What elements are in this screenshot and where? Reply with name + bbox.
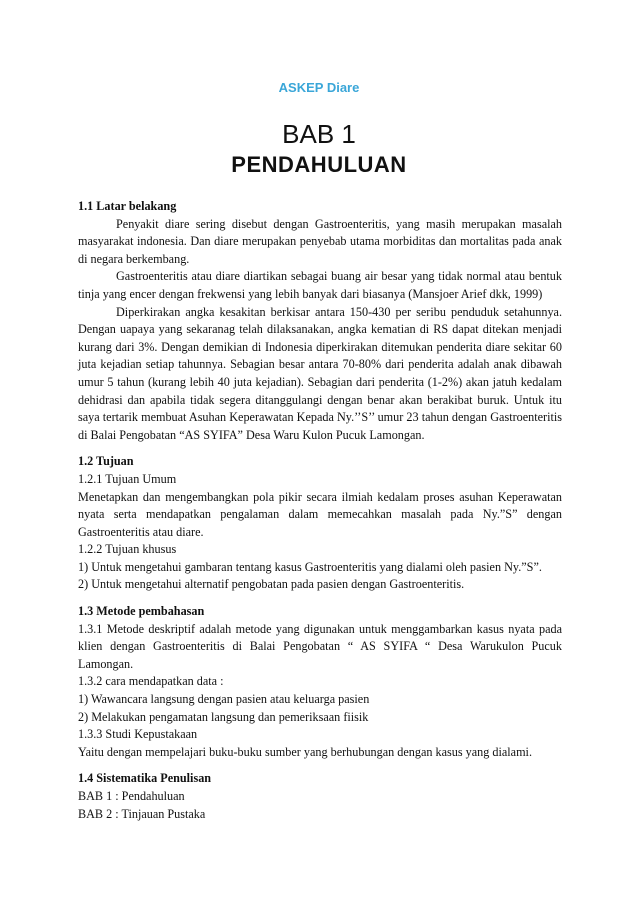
list-item: 2) Melakukan pengamatan langsung dan pemeriksaan fiisik: [78, 709, 369, 724]
chapter-heading: [0, 118, 638, 180]
list-item: 1) Untuk mengetahui gambaran tentang kasus Gastroenteritis yang dialami oleh pasien Ny.”S”.: [78, 559, 542, 574]
section-heading-tujuan: 1.2 Tujuan: [78, 454, 134, 469]
paragraph: 1.3.1 Metode deskriptif adalah metode yang digunakan untuk menggambarkan kasus nyata pada klien dengan Gastroenteritis di Balai Pengobatan “ AS SYIFA “ Desa Warukulon Pucuk Lamongan.: [78, 621, 562, 671]
paragraph: Gastroenteritis atau diare diartikan sebagai buang air besar yang tidak normal atau bentuk tinja yang encer dengan frekwensi yang lebih banyak dari biasanya (Mansjoer Arief dkk, 1999): [78, 269, 562, 301]
subsection-heading: 1.2.1 Tujuan Umum: [78, 471, 177, 486]
chapter-number: BAB 1: [282, 119, 356, 149]
section-heading-sistematika-penulisan: 1.4 Sistematika Penulisan: [78, 771, 212, 786]
section-heading-latar-belakang: 1.1 Latar belakang: [78, 199, 177, 213]
paragraph: Penyakit diare sering disebut dengan Gastroenteritis, yang masih merupakan masalah masyarakat indonesia. Dan diare merupakan penyebab utama morbiditas dan mortalitas pada anak di negara berkembang.: [78, 216, 562, 266]
list-item: BAB 2 : Tinjauan Pustaka: [78, 806, 206, 821]
paragraph: Yaitu dengan mempelajari buku-buku sumber yang berhubungan dengan kasus yang dialami.: [78, 744, 532, 759]
list-item: 2) Untuk mengetahui alternatif pengobatan pada pasien dengan Gastroenteritis.: [78, 577, 465, 592]
paragraph: Diperkirakan angka kesakitan berkisar antara 150-430 per seribu penduduk setahunnya. Dengan uapaya yang sekaranag telah dilaksanakan, angka kematian di RS dapat ditekan menjadi kurang dari 3%. Dengan demikian di Indonesia diperkirakan ditemukan penderita diare sekitar 60 juta kejadian setiap tahunnya. Sebagian besar antara 70-80% dari penderita adalah anak dibawah umur 5 tahun (kurang lebih 40 juta kejadian). Sebagian dari penderita (1-2%) akan jatuh kedalam dehidrasi dan apabila tidak segera ditanggulangi dengan benar akan berakibat buruk. Untuk itu saya tertarik membuat Asuhan Keperawatan Kepada Ny.’’S’’ umur 23 tahun dengan Gastroenteritis di Balai Pengobatan “AS SYIFA” Desa Waru Kulon Pucuk Lamongan.: [78, 304, 562, 442]
subsection-heading: 1.3.3 Studi Kepustakaan: [78, 727, 198, 742]
list-item: BAB 1 : Pendahuluan: [78, 789, 185, 803]
document-header-title: ASKEP Diare: [278, 80, 360, 95]
subsection-heading: 1.3.2 cara mendapatkan data :: [78, 674, 224, 689]
document-body: [78, 198, 562, 823]
paragraph: Menetapkan dan mengembangkan pola pikir secara ilmiah kedalam proses asuhan Keperawatan nyata serta mendapatkan pengalaman dalam memecahkan masalah pada Ny.”S” dengan Gastroenteritis atau diare.: [78, 489, 562, 539]
subsection-heading: 1.2.2 Tujuan khusus: [78, 542, 177, 557]
section-heading-metode-pembahasan: 1.3 Metode pembahasan: [78, 604, 205, 619]
chapter-title: PENDAHULUAN: [231, 152, 407, 177]
list-item: 1) Wawancara langsung dengan pasien atau keluarga pasien: [78, 692, 370, 707]
